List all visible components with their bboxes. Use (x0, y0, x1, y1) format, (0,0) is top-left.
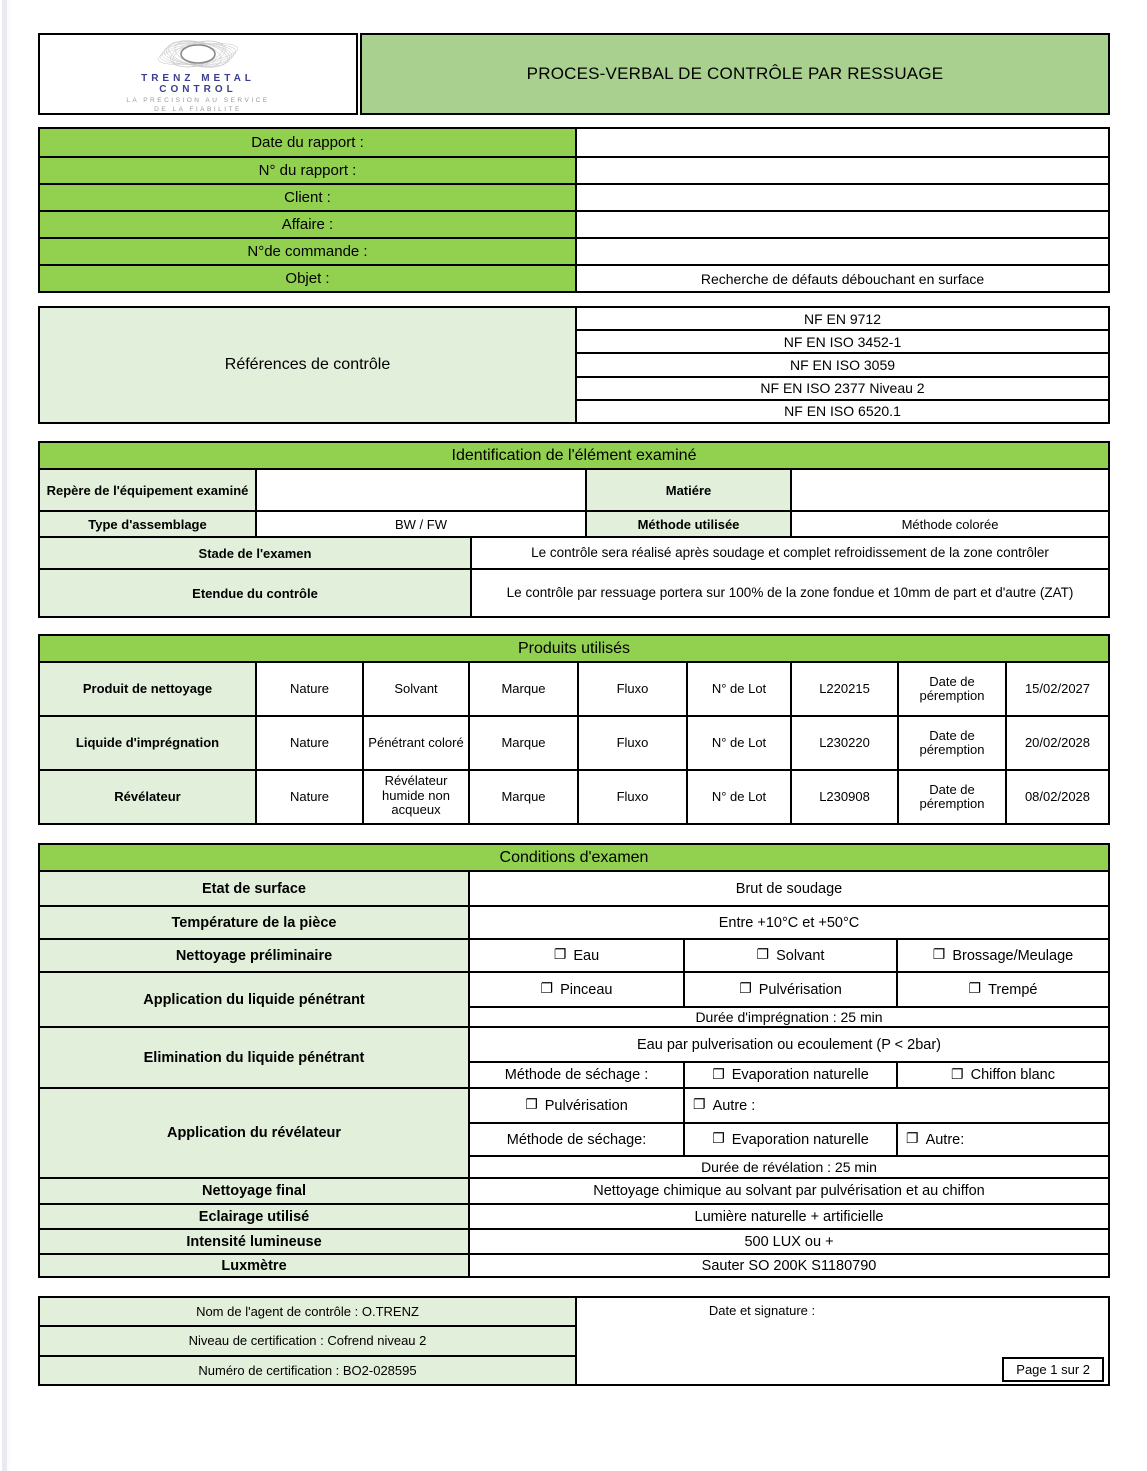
checkbox-option-trempe (896, 973, 1108, 1006)
table-row (40, 512, 1108, 538)
type-assemblage-label: Type d'assemblage (40, 512, 255, 536)
table-row (40, 1177, 1108, 1203)
checkbox-option-pinceau (470, 973, 683, 1006)
checkbox-label: Eau (573, 947, 600, 964)
peremption-key: Date de péremption (897, 717, 1005, 769)
checkbox-option-autre-sechage (896, 1124, 1108, 1155)
stade-examen-label: Stade de l'examen (40, 538, 470, 568)
report-date-label: Date du rapport : (40, 129, 577, 156)
report-number-label: N° du rapport : (40, 158, 577, 183)
report-date-value (577, 129, 1108, 156)
table-row (40, 129, 1108, 156)
lot-key: N° de Lot (686, 771, 790, 823)
table-row (40, 769, 1108, 823)
references-list (577, 308, 1108, 422)
references-table (38, 306, 1110, 424)
table-row (40, 1087, 1108, 1177)
methode-utilisee-value: Méthode colorée (790, 512, 1108, 536)
table-row (40, 715, 1108, 769)
liquide-impregnation-label: Liquide d'imprégnation (40, 717, 255, 769)
checkbox-label: Pulvérisation (758, 981, 842, 998)
methode-utilisee-label: Méthode utilisée (585, 512, 790, 536)
reference-item: NF EN ISO 3452-1 (577, 329, 1108, 352)
etat-surface-label: Etat de surface (40, 872, 470, 905)
checkbox-label: Chiffon blanc (970, 1067, 1055, 1083)
marque-value: Fluxo (577, 771, 686, 823)
checkbox-label: Autre : (712, 1097, 756, 1114)
nettoyage-final-value: Nettoyage chimique au solvant par pulvérisation et au chiffon (593, 1183, 985, 1199)
conditions-table (38, 843, 1110, 1278)
marque-key: Marque (468, 717, 577, 769)
produit-nettoyage-label: Produit de nettoyage (40, 663, 255, 715)
checkbox-label: Evaporation naturelle (731, 1067, 869, 1083)
lot-value: L220215 (790, 663, 897, 715)
nettoyage-final-label: Nettoyage final (40, 1179, 470, 1203)
affaire-value (577, 212, 1108, 237)
checkbox-option-evaporation-revelateur (683, 1124, 896, 1155)
table-row (40, 156, 1108, 183)
signature-area (577, 1298, 1108, 1384)
eclairage-value: Lumière naturelle + artificielle (694, 1208, 884, 1225)
table-row (40, 183, 1108, 210)
viewer-edge-strip (0, 0, 10, 1471)
lot-key: N° de Lot (686, 663, 790, 715)
objet-value: Recherche de défauts débouchant en surface (700, 270, 985, 287)
table-row (40, 971, 1108, 1026)
marque-value: Fluxo (577, 717, 686, 769)
stade-examen-value: Le contrôle sera réalisé après soudage et complet refroidissement de la zone contrôler (470, 538, 1108, 568)
checkbox-label: Brossage/Meulage (952, 947, 1074, 964)
repere-label: Repère de l'équipement examiné (40, 470, 255, 510)
intensite-value: 500 LUX ou + (744, 1233, 834, 1250)
temperature-value: Entre +10°C et +50°C (718, 914, 860, 931)
nature-value: Révélateur humide non acqueux (362, 771, 468, 823)
logo-tagline-line1: LA PRECISION AU SERVICE (126, 97, 270, 104)
duree-revelation: Durée de révélation : 25 min (701, 1159, 877, 1175)
luxmetre-value: Sauter SO 200K S1180790 (701, 1257, 877, 1274)
etendue-controle-label: Etendue du contrôle (40, 570, 470, 616)
order-number-value (577, 239, 1108, 264)
marque-key: Marque (468, 663, 577, 715)
reference-item: NF EN ISO 2377 Niveau 2 (577, 376, 1108, 399)
references-label: Références de contrôle (40, 308, 577, 422)
checkbox-icon: ❐ (739, 980, 752, 996)
checkbox-label: Trempé (988, 981, 1038, 998)
nature-key: Nature (255, 771, 362, 823)
intensite-label: Intensité lumineuse (40, 1230, 470, 1253)
affaire-label: Affaire : (40, 212, 577, 237)
logo-swirl-icon (133, 35, 263, 73)
signature-label: Date et signature : (708, 1303, 816, 1318)
conditions-section-title: Conditions d'examen (40, 845, 1108, 872)
checkbox-icon: ❐ (932, 946, 946, 962)
logo-title-line2: CONTROL (159, 84, 237, 95)
certification-level: Niveau de certification : Cofrend niveau 2 (40, 1325, 575, 1354)
agent-name: Nom de l'agent de contrôle : O.TRENZ (40, 1298, 575, 1325)
title-banner (360, 33, 1110, 115)
checkbox-icon: ❐ (951, 1065, 964, 1082)
reference-item: NF EN ISO 3059 (577, 352, 1108, 375)
marque-value: Fluxo (577, 663, 686, 715)
produits-section-title: Produits utilisés (40, 636, 1108, 663)
checkbox-option-pulverisation (683, 973, 896, 1006)
document-title: PROCES-VERBAL DE CONTRÔLE PAR RESSUAGE (526, 64, 944, 83)
eclairage-label: Eclairage utilisé (40, 1205, 470, 1228)
report-number-value (577, 158, 1108, 183)
table-row (40, 237, 1108, 264)
peremption-value: 15/02/2027 (1005, 663, 1108, 715)
certification-number: Numéro de certification : BO2-028595 (40, 1355, 575, 1384)
table-row (40, 905, 1108, 938)
checkbox-option-brossage (896, 940, 1108, 971)
checkbox-icon: ❐ (712, 1065, 725, 1082)
nature-key: Nature (255, 663, 362, 715)
matiere-label: Matiére (585, 470, 790, 510)
checkbox-option-solvant (683, 940, 896, 971)
checkbox-icon: ❐ (906, 1130, 919, 1146)
peremption-key: Date de péremption (897, 663, 1005, 715)
peremption-value: 20/02/2028 (1005, 717, 1108, 769)
checkbox-option-pulverisation-revelateur (470, 1089, 683, 1122)
checkbox-option-chiffon (896, 1063, 1108, 1087)
checkbox-icon: ❐ (525, 1096, 538, 1112)
table-row (40, 1253, 1108, 1276)
peremption-key: Date de péremption (897, 771, 1005, 823)
identification-section-title: Identification de l'élément examiné (40, 443, 1108, 470)
checkbox-icon: ❐ (712, 1130, 725, 1146)
agent-info (40, 1298, 577, 1384)
application-revelateur-label: Application du révélateur (40, 1089, 470, 1177)
checkbox-label: Evaporation naturelle (731, 1131, 869, 1148)
type-assemblage-value: BW / FW (255, 512, 585, 536)
elimination-penetrant-label: Elimination du liquide pénétrant (40, 1028, 470, 1087)
reference-item: NF EN ISO 6520.1 (577, 399, 1108, 422)
report-info-table (38, 127, 1110, 293)
temperature-label: Température de la pièce (40, 907, 470, 938)
revelateur-label: Révélateur (40, 771, 255, 823)
footer-table (38, 1296, 1110, 1386)
reference-item: NF EN 9712 (803, 310, 882, 327)
table-row (40, 1228, 1108, 1253)
checkbox-icon: ❐ (756, 946, 770, 962)
checkbox-icon: ❐ (553, 946, 567, 962)
checkbox-option-eau (470, 940, 683, 971)
lot-value: L230220 (790, 717, 897, 769)
table-row (40, 938, 1108, 971)
checkbox-label: Autre: (925, 1131, 965, 1148)
table-row (40, 1203, 1108, 1228)
nettoyage-preliminaire-label: Nettoyage préliminaire (40, 940, 470, 971)
peremption-value: 08/02/2028 (1005, 771, 1108, 823)
produits-table (38, 634, 1110, 825)
table-row (40, 1026, 1108, 1087)
logo-tagline-line2: DE LA FIABILITE (154, 106, 242, 113)
document-header (38, 33, 1110, 115)
document-page (38, 0, 1110, 1386)
checkbox-label: Pulvérisation (544, 1097, 628, 1114)
identification-table (38, 441, 1110, 618)
table-row (40, 210, 1108, 237)
table-row (40, 538, 1108, 570)
logo-title-line1: TRENZ METAL (141, 73, 255, 84)
lot-value: L230908 (790, 771, 897, 823)
checkbox-icon: ❐ (968, 980, 982, 996)
etat-surface-value: Brut de soudage (735, 880, 843, 897)
checkbox-label: Pinceau (560, 981, 613, 998)
marque-key: Marque (468, 771, 577, 823)
luxmetre-label: Luxmètre (40, 1255, 470, 1276)
checkbox-option-evaporation (683, 1063, 896, 1087)
duree-impregnation: Durée d'imprégnation : 25 min (695, 1009, 883, 1025)
order-number-label: N°de commande : (40, 239, 577, 264)
client-value (577, 185, 1108, 210)
page-indicator: Page 1 sur 2 (1002, 1357, 1104, 1382)
company-logo (38, 33, 358, 115)
nature-value: Pénétrant coloré (362, 717, 468, 769)
methode-sechage-label: Méthode de séchage : (504, 1067, 649, 1083)
objet-label: Objet : (40, 266, 577, 291)
checkbox-icon: ❐ (693, 1096, 706, 1112)
table-row (40, 264, 1108, 291)
table-row (40, 570, 1108, 616)
client-label: Client : (40, 185, 577, 210)
table-row (40, 872, 1108, 905)
matiere-value (790, 470, 1108, 510)
repere-value (255, 470, 585, 510)
etendue-controle-value: Le contrôle par ressuage portera sur 100% de la zone fondue et 10mm de part et d'autre (ZAT) (470, 570, 1108, 616)
application-penetrant-label: Application du liquide pénétrant (40, 973, 470, 1026)
checkbox-label: Solvant (776, 947, 825, 964)
nature-value: Solvant (362, 663, 468, 715)
methode-sechage-revelateur-label: Méthode de séchage: (506, 1131, 647, 1148)
lot-key: N° de Lot (686, 717, 790, 769)
checkbox-option-autre (683, 1089, 1108, 1122)
table-row (40, 470, 1108, 512)
nature-key: Nature (255, 717, 362, 769)
table-row (40, 663, 1108, 715)
checkbox-icon: ❐ (540, 980, 554, 996)
elimination-penetrant-value: Eau par pulverisation ou ecoulement (P < 2bar) (636, 1036, 941, 1053)
